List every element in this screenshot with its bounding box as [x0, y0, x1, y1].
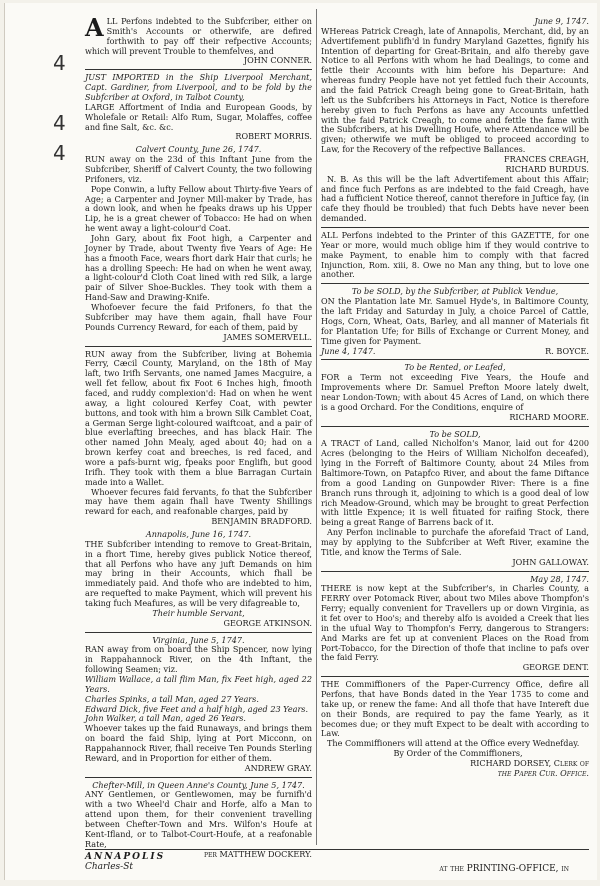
- closing: Their humble Servant,: [152, 607, 245, 618]
- ad-text: Whoever takes up the faid Runaways, and brings them on board the faid Ship, lying at Port Micconn, on Rappahannock River, fhall receive Ten Pounds Sterling Reward, and in Proportion for either of them.: [85, 723, 312, 763]
- dateline: Calvert County, June 26, 1747.: [135, 144, 262, 155]
- ad-headline: To be SOLD, by the Subfcriber, at Publick Vendue,: [351, 286, 559, 297]
- colophon-printer: at the PRINTING-OFFICE, in: [439, 864, 569, 874]
- advertisement-dent: [321, 575, 589, 674]
- ad-text: RUN away from the Subfcriber, living at Bohemia Ferry, Cæcil County, Maryland, on the 18th of May laft, two Irifh Servants, one named James Macguire, a well fet fellow, about fix Foot 6 Inches high, fmooth faced, and ruddy complexion'd: Had on when he went away, a light coloured Kerfey Coat, with pewter buttons, and took with him a brown Silk Camblet Coat, a German Serge light-coloured waiftcoat, and a pair of blue everlafting breeches, and has black Hair. The other named John Mealy, aged about 40; had on a brown kerfey coat and breeches, is red faced, and wore a pafs-burnt wig, fpeaks poor Englifh, but good Irifh. They took with them a blue Barragan Curtain made into a Wallet.: [85, 348, 312, 487]
- ad-text: RUN away on the 23d of this Inftant June from the Subfcriber, Sheriff of Calvert County, the two following Prifoners, viz.: [85, 154, 312, 184]
- colophon-line: Charles-St: [85, 862, 133, 872]
- ad-text: ALL Perfons indebted to the Printer of this GAZETTE, for one Year or more, would much oblige him if they would contrive to make Payment, to enable him to comply with that facred Injunction, Rom. xiii, 8. Owe no Man any thing, but to love one another.: [321, 230, 589, 280]
- advertisement-gray: [85, 636, 312, 774]
- advertisement-morris: [85, 73, 312, 142]
- ad-text: FOR a Term not exceeding Five Years, the Houfe and Improvements where Dr. Samuel Prefton Moore lately dwelt, near London-Town; with about 45 Acres of Land, on which there is a good Orchard. For the Conditions, enquire of: [321, 372, 589, 412]
- newspaper-page: [4, 3, 597, 880]
- ad-headline: To be Rented, or Leafed,: [404, 362, 506, 373]
- signature: BENJAMIN BRADFORD.: [211, 516, 312, 527]
- advertisement-somervell: [85, 145, 312, 342]
- separator-rule: [85, 632, 312, 633]
- dateline: Annapolis, June 16, 1747.: [145, 528, 252, 539]
- date-line: [321, 347, 589, 357]
- signature: RICHARD BURDUS.: [505, 163, 589, 174]
- ad-headline: JUST IMPORTED in the Ship Liverpool Merchant, Capt. Gardiner, from Liverpool, and to be fold by the Subfcriber at Oxford, in Talbot County,: [85, 72, 312, 103]
- ad-text: ON the Plantation late Mr. Samuel Hyde's, in Baltimore County, the laft Friday and Saturday in July, a choice Parcel of Cattle, Hogs, Corn, Wheat, Oats, Barley, and all manner of Materials fit for Plantation Ufe; for Bills of Exchange or Current Money, and Time given for Payment.: [321, 296, 589, 346]
- left-column: [85, 13, 312, 862]
- seaman-entry: William Wallace, a tall flim Man, fix Feet high, aged 22 Years.: [85, 674, 312, 694]
- ad-text: RAN away from on board the Ship Spencer, now lying in Rappahannock River, on the 4th Inftant, the following Seamen; viz.: [85, 644, 312, 675]
- separator-rule: [85, 69, 312, 70]
- advertisement-conner: [85, 13, 312, 66]
- colophon: [85, 849, 589, 872]
- signature: JOHN CONNER.: [243, 55, 312, 66]
- advertisement-atkinson: [85, 530, 312, 629]
- seaman-entry: Edward Dick, five Feet and a half high, aged 23 Years.: [85, 703, 309, 714]
- column-divider: [316, 9, 317, 845]
- advertisement-dockery: [85, 781, 312, 860]
- margin-handwritten-mark: 4: [53, 51, 66, 75]
- ad-text: ALL Perfons indebted to the Subfcriber, either on Smith's Accounts or otherwife, are defired forthwith to pay off their refpective Accounts; which will prevent Trouble to themfelves, and: [85, 13, 312, 56]
- ad-text: THE Commiffioners of the Paper-Currency Office, defire all Perfons, that have Bonds dated in the Year 1735 to come and take up, or renew the fame: And all thofe that have Intereft due on their Bonds, are required to pay the fame Yearly, as it becomes due; or they muft Expect to be dealt with according to Law.: [321, 679, 589, 739]
- dateline: May 28, 1747.: [530, 573, 589, 584]
- ad-text: WHereas Patrick Creagh, late of Annapolis, Merchant, did, by an Advertifement publifh'd in fundry Maryland Gazettes, fignify his Intention of departing for Great-Britain, and alfo thereby gave Notice to all Perfons with whom he had Dealings, to come and fettle their Accounts with him before his Departure: And whereas fundry People have not yet fettled fuch their Accounts, and the faid Patrick Creagh being gone to Great-Britain, hath left us the Subfcribers his Attorneys in Fact, Notice is therefore hereby given to fuch Perfons as have any Accounts unfettled with the faid Patrick Creagh, to come and fettle the fame with the Subfcribers, at his Dwelling Houfe, where Attendance will be given; otherwife we muft be obliged to proceed according to Law, for the Recovery of the refpective Ballances.: [321, 25, 589, 155]
- dateline: Chefter-Mill, in Queen Anne's County, June 5, 1747.: [92, 779, 305, 790]
- ad-text: N. B. As this will be the laft Advertifement about this Affair; and fince fuch Perfons as are indebted to the faid Creagh, have had a fufficient Notice thereof, cannot therefore in Juftice fay, (in cafe they fhould be troubled) that fuch Debts have never been demanded.: [321, 173, 589, 224]
- signature: the Paper Cur. Office.: [497, 767, 589, 778]
- ad-headline: To be SOLD,: [429, 428, 481, 439]
- signature: ROBERT MORRIS.: [235, 131, 312, 142]
- ad-text: Pope Conwin, a lufty Fellow about Thirty-five Years of Age; a Carpenter and Joyner Mill-maker by Trade, has a down look, and when he fpeaks draws up his Upper Lip, he is a great chewer of Tobacco: He had on when he went away a light-colour'd Coat.: [85, 183, 312, 234]
- ad-text: THE Subfcriber intending to remove to Great-Britain, in a fhort Time, hereby gives publick Notice thereof, that all Perfons who have any juft Demands on him may bring in their Accounts, which fhall be immediately paid. And thofe who are indebted to him, are requefted to make Payment, which will prevent his taking fuch Meafures, as will be very difagreable to,: [85, 538, 312, 608]
- advertisement-galloway: [321, 430, 589, 568]
- signature: GEORGE DENT.: [522, 662, 589, 673]
- separator-rule: [321, 227, 589, 228]
- signature: JOHN GALLOWAY.: [512, 556, 589, 567]
- seaman-entry: John Walker, a tall Man, aged 26 Years.: [85, 713, 246, 724]
- ad-text: By Order of the Commiffioners,: [393, 748, 523, 759]
- right-column: [321, 17, 589, 782]
- dateline: Virginia, June 5, 1747.: [152, 634, 245, 645]
- separator-rule: [85, 346, 312, 347]
- ad-text: Any Perfon inclinable to purchafe the aforefaid Tract of Land, may by applying to the Subfcriber at Weft River, examine the Title, and know the Terms of Sale.: [321, 527, 589, 557]
- margin-handwritten-mark: 4: [53, 141, 66, 165]
- ad-text: Whoever fecures faid fervants, fo that the Subfcriber may have them again fhall have Twenty Shillings reward for each, and reafonable charges, paid by: [85, 486, 312, 517]
- signature: R. BOYCE.: [545, 345, 589, 356]
- separator-rule: [85, 777, 312, 778]
- separator-rule: [321, 426, 589, 427]
- ad-text: ANY Gentlemen, or Gentlewomen, may be furnifh'd with a two Wheel'd Chair and Horfe, alfo a Man to attend upon them, for their convenient travelling between Chefter-Town and Mrs. Wilfon's Houfe at Kent-Ifland, or to Talbot-Court-Houfe, at a reafonable Rate,: [85, 789, 312, 849]
- advertisement-creagh: [321, 17, 589, 224]
- ad-text: The Commiffioners will attend at the Office every Wednefday.: [327, 738, 580, 749]
- ad-text: Whofoever fecure the faid Prifoners, fo that the Subfcriber may have them again, fhall have Four Pounds Currency Reward, for each of them, paid by: [85, 302, 312, 332]
- separator-rule: [321, 283, 589, 284]
- advertisement-moore: [321, 363, 589, 422]
- signature: GEORGE ATKINSON.: [223, 617, 312, 628]
- advertisement-bradford: [85, 350, 312, 527]
- signature: ANDREW GRAY.: [244, 762, 312, 773]
- seaman-entry: Charles Spinks, a tall Man, aged 27 Years.: [85, 693, 259, 704]
- advertisement-printer: [321, 231, 589, 280]
- colophon-title: ANNAPOLIS: [85, 852, 166, 862]
- ad-text: THERE is now kept at the Subfcriber's, in Charles County, a FERRY over Potomack River, about two Miles above Thompfon's Ferry; equally convenient for Travellers up or down Virginia, as it fet over to Hoo's; and thereby alfo is avoided a Creek that lies in the ufual Way to Thompfon's Ferry, dangerous to Strangers: And Marks are fet up at convenient Places on the Road from Port-Tobacco, for the Direction of thofe that incline to pafs over the faid Ferry.: [321, 583, 589, 663]
- advertisement-paper-currency-office: [321, 680, 589, 779]
- signature: RICHARD MOORE.: [509, 411, 589, 422]
- ad-text: A TRACT of Land, called Nicholfon's Manor, laid out for 4200 Acres (belonging to the Heirs of William Nicholfon deceafed), lying in the Forreft of Baltimore County, about 24 Miles from Baltimore-Town, on Patapfco River, and about the fame Diftance from a good Landing on Gunpowder River: There is a fine Branch runs through it, adjoining to which is a good deal of low rich Meadow-Ground, which may be brought to great Perfection with little Expence; it is well fituated for raifing Stock, there being a great Range of Barrens back of it.: [321, 438, 589, 528]
- margin-handwritten-mark: 4: [53, 111, 66, 135]
- signature: FRANCES CREAGH,: [504, 154, 589, 165]
- ad-text: LARGE Affortment of India and European Goods, by Wholefale or Retail: Alfo Rum, Sugar, Molaffes, coffee and fine Salt, &c. &c.: [85, 101, 312, 132]
- separator-rule: [321, 359, 589, 360]
- ad-date: June 4, 1747.: [321, 345, 376, 356]
- separator-rule: [321, 676, 589, 677]
- ad-text: John Gary, about fix Foot high, a Carpenter and Joyner by Trade, about Twenty five Years of Age: He has a fmooth Face, wears fhort dark Hair that curls; he has a drolling Speech: He had on when he went away, a light-colour'd Cloth Coat lined with red Silk, a large pair of Silver Shoe-Buckles. They took with them a Hand-Saw and Drawing-Knife.: [85, 233, 312, 303]
- separator-rule: [321, 571, 589, 572]
- signature: per MATTHEW DOCKERY.: [204, 848, 312, 859]
- signature: JAMES SOMERVELL.: [223, 331, 312, 342]
- advertisement-boyce: [321, 287, 589, 356]
- dateline: June 9, 1747.: [534, 16, 589, 26]
- signature: RICHARD DORSEY, Clerk of: [470, 758, 589, 769]
